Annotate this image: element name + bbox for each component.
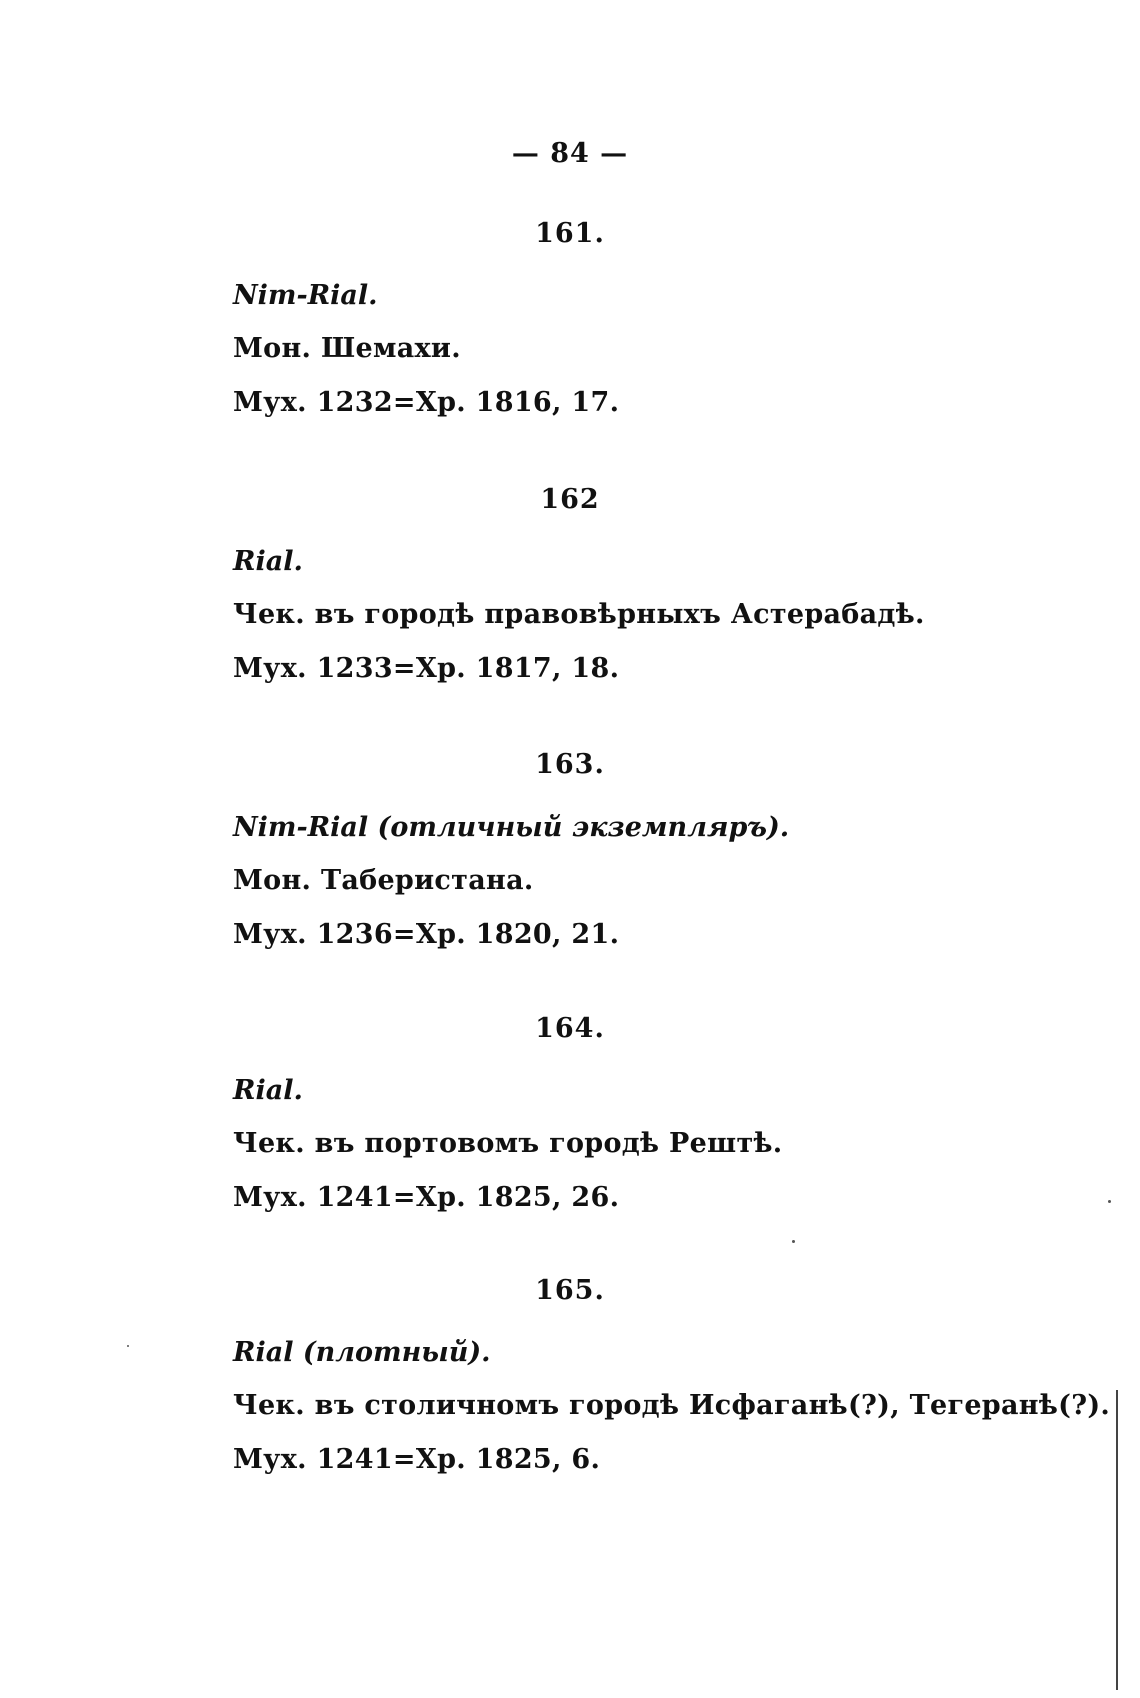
entry-line: Мух. 1232=Хр. 1816, 17. xyxy=(233,387,620,418)
entry-title: Rial. xyxy=(233,546,303,577)
entry-title: Nim-Rial (отличный экземпляръ). xyxy=(233,812,790,843)
entry-162 xyxy=(233,547,1053,684)
entry-line: Мух. 1236=Хр. 1820, 21. xyxy=(233,919,620,950)
page-number: — 84 — xyxy=(511,138,629,169)
entry-line: Мух. 1233=Хр. 1817, 18. xyxy=(233,653,620,684)
entry-165 xyxy=(233,1337,1111,1475)
entry-line: Чек. въ портовомъ городѣ Рештѣ. xyxy=(233,1128,783,1159)
entry-line: Чек. въ городѣ правовѣрныхъ Астерабадѣ. xyxy=(233,599,925,630)
entry-number: 163. xyxy=(535,749,605,780)
entry-line: Чек. въ столичномъ городѣ Исфаганѣ(?), Тегеранѣ(?). xyxy=(233,1390,1111,1421)
entry-number: 164. xyxy=(535,1013,605,1044)
scan-edge-line xyxy=(1116,1390,1118,1690)
entry-title: Rial. xyxy=(233,1075,303,1106)
entry-title: Rial (плотный). xyxy=(233,1337,491,1368)
scan-speck xyxy=(127,1345,129,1347)
entry-number: 165. xyxy=(535,1275,605,1306)
entry-161 xyxy=(233,281,1053,418)
entry-number: 161. xyxy=(535,218,605,249)
scan-speck xyxy=(792,1240,795,1243)
entry-164 xyxy=(233,1076,1053,1213)
scan-speck xyxy=(1108,1200,1111,1203)
entry-line: Мух. 1241=Хр. 1825, 26. xyxy=(233,1182,620,1213)
entry-number: 162 xyxy=(540,484,600,515)
entry-line: Мух. 1241=Хр. 1825, 6. xyxy=(233,1444,601,1475)
entry-title: Nim-Rial. xyxy=(233,280,378,311)
entry-line: Мон. Таберистана. xyxy=(233,865,534,896)
entry-163 xyxy=(233,813,1053,950)
entry-line: Мон. Шемахи. xyxy=(233,333,461,364)
